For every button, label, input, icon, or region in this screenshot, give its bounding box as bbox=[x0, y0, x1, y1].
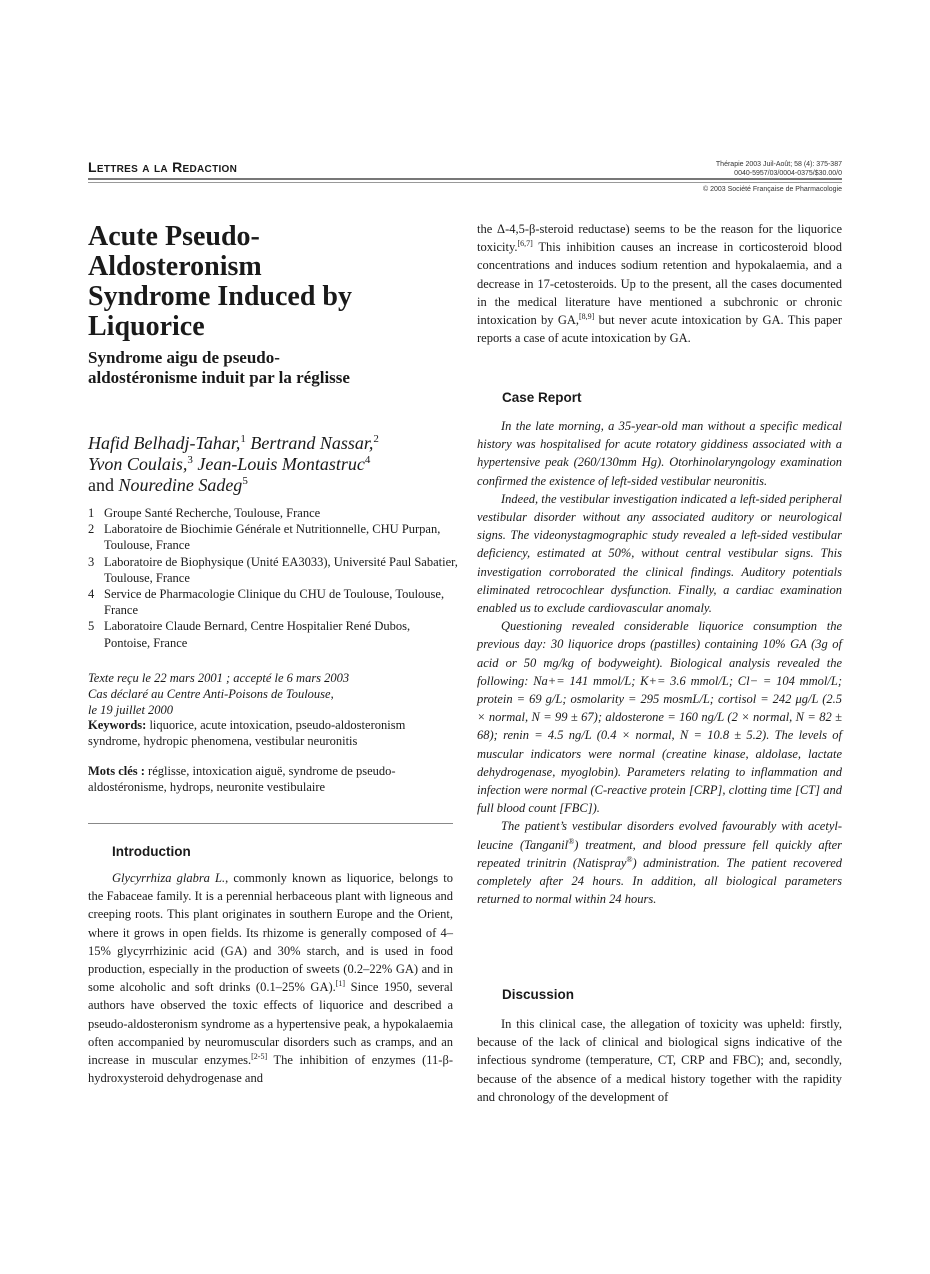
journal-citation-line1: Thérapie 2003 Juil-Août; 58 (4): 375-387 bbox=[715, 161, 842, 168]
author-name: Yvon Coulais, bbox=[88, 454, 188, 474]
case-report-paragraph: Questioning revealed considerable liquorice consumption the previous day: 30 liquorice drops (pastilles) containing 10% GA (3g of acid or 50 mg/kg of bodyweight). Biological analysis revealed the following: Na+= 141 mmol/L; K+= 3.6 mmol/L; Cl− = 104 mmol/L; protein = 69 g/L; osmolarity = 295 mosmL/L; cortisol = 242 μg/L (2.5 × normal, N = 99 ± 67); aldosterone = 160 ng/L (2 × normal, N = 82 ± 68); renin = 4.5 ng/L (0.4 × normal, N = 10.8 ± 5.2). The levels of muscular indicators were normal (creatine kinase, aldolase, lactate dehydrogenase, myoglobin). Parameters relating to inflammation and infection were normal (C-reactive protein [CRP], clotting time [CT] and full blood count [FBC]). bbox=[477, 619, 842, 816]
header-rule-thin bbox=[88, 182, 842, 183]
article-title-french: Syndrome aigu de pseudo-aldostéronisme induit par la réglisse bbox=[88, 348, 350, 387]
received-line: Texte reçu le 22 mars 2001 ; accepté le 6 mars 2003 bbox=[88, 671, 350, 685]
text-run: The inhibition of enzymes (11-β-hydroxysteroid dehydrogenase and bbox=[88, 1053, 453, 1086]
text-run: This inhibition causes an increase in corticosteroid blood concentrations and induces sodium retention and hypokalaemia, and a decrease in 17-cetosteroids. Up to the present, all the cases documented in the medical literature have mentioned a subchronic or chronic intoxication by GA, bbox=[477, 240, 842, 328]
affiliation-item bbox=[88, 618, 458, 650]
affiliation-number: 3 bbox=[88, 554, 95, 569]
citation-ref: [2-5] bbox=[251, 1051, 268, 1061]
text-run: the Δ-4,5-β-steroid reductase) seems to be the reason for the liquorice toxicity. bbox=[477, 222, 842, 255]
author-conjunction: and bbox=[88, 475, 114, 495]
case-report-paragraph bbox=[477, 817, 842, 908]
continued-paragraph bbox=[477, 220, 842, 347]
author-name: Jean-Louis Montastruc bbox=[197, 454, 365, 474]
received-line: le 19 juillet 2000 bbox=[88, 703, 174, 717]
case-report-body bbox=[477, 417, 842, 908]
section-divider bbox=[88, 823, 453, 824]
author-name: Hafid Belhadj-Tahar, bbox=[88, 433, 241, 453]
discussion-paragraph: In this clinical case, the allegation of toxicity was upheld: firstly, because of the lack of clinical and biological signs indicative of the infectious syndrome (temperature, CT, CRP and FBC); and, secondly, because of the absence of a medical history together with the rapidity and chronology of the development of bbox=[477, 1017, 842, 1104]
case-report-paragraph: In the late morning, a 35-year-old man without a specific medical history was hospitalised for acute rotatory giddiness associated with a hypertensive peak (260/130mm Hg). Otorhinolaryngology examination confirmed the existence of left-sided vestibular neuronitis. bbox=[477, 419, 842, 488]
author-affiliation-mark: 2 bbox=[373, 433, 379, 445]
journal-citation bbox=[716, 160, 842, 178]
header-rule-thick bbox=[88, 178, 842, 180]
author-list bbox=[88, 433, 458, 496]
author-affiliation-mark: 3 bbox=[187, 454, 193, 466]
author-affiliation-mark: 4 bbox=[364, 454, 371, 466]
affiliation-number: 5 bbox=[88, 619, 95, 634]
received-line: Cas déclaré au Centre Anti-Poisons de Toulouse, bbox=[88, 687, 334, 701]
author-affiliation-mark: 1 bbox=[240, 433, 246, 445]
author-affiliation-mark: 5 bbox=[242, 475, 248, 487]
author-name: Nouredine Sadeg bbox=[118, 475, 243, 495]
affiliation-number: 2 bbox=[88, 522, 95, 537]
affiliation-item bbox=[88, 554, 458, 586]
citation-ref: [1] bbox=[335, 979, 346, 989]
introduction-heading: Introduction bbox=[112, 844, 191, 859]
article-title: Acute Pseudo-Aldosteronism Syndrome Induced by Liquorice bbox=[88, 221, 353, 342]
mots-cles-text: réglisse, intoxication aiguë, syndrome de pseudo-aldostéronisme, hydrops, neuronite vestibulaire bbox=[88, 764, 396, 794]
affiliation-text: Laboratoire Claude Bernard, Centre Hospitalier René Dubos, Pontoise, France bbox=[104, 619, 411, 650]
case-report-paragraph: Indeed, the vestibular investigation indicated a left-sided peripheral vestibular disorder without any associated auditory or neurological signs. The videonystagmographic study revealed a left-sided vestibular deficiency, estimated at 50%, without central vestibular signs. This investigation corroborated the clinical findings. Auditory potentials eliminated retrocochlear dysfunction. Finally, a cardiac examination enabled us to exclude cardiovascular anomaly. bbox=[477, 491, 842, 616]
affiliation-number: 4 bbox=[88, 587, 95, 602]
affiliation-text: Laboratoire de Biophysique (Unité EA3033), Université Paul Sabatier, Toulouse, France bbox=[104, 554, 458, 585]
text-run: ) treatment, and blood pressure fell quickly after repeated trinitrin (Natispray bbox=[477, 837, 842, 870]
text-run: , commonly known as liquorice, belongs to the Fabaceae family. It is a perennial herbaceous plant with ligneous and creeping roots. This plant originates in southern Europe and the Orient, where it grows in open fields. Its rhizome is generally composed of 4–15% glycyrrhizinic acid (GA) and 30% starch, and is used in food production, especially in the production of sweets (0.2–22% GA) and in some alcoholic and soft drinks (0.1–25% GA). bbox=[88, 871, 453, 995]
text-run: The patient’s vestibular disorders evolved favourably with acetyl-leucine (Tanganil bbox=[477, 819, 842, 852]
affiliation-list bbox=[88, 505, 458, 651]
latin-name: Glycyrrhiza glabra L. bbox=[112, 871, 226, 885]
affiliation-text: Groupe Santé Recherche, Toulouse, France bbox=[104, 506, 321, 520]
citation-ref: [8,9] bbox=[579, 311, 595, 321]
text-run: but never acute intoxication by GA. This paper reports a case of acute intoxication by GA. bbox=[477, 313, 842, 346]
text-run: ) administration. The patient recovered completely after 24 hours. In addition, all biological parameters returned to normal within 24 hours. bbox=[477, 855, 842, 907]
text-run: Since 1950, several authors have observed the toxic effects of liquorice and described a pseudo-aldosteronism syndrome as a hypertensive peak, a hypokalaemia often accompanied by neuromuscular disorders such as cramps, and an increase in muscular enzymes. bbox=[88, 980, 453, 1068]
copyright-notice: © 2003 Société Française de Pharmacologie bbox=[702, 186, 842, 193]
affiliation-text: Service de Pharmacologie Clinique du CHU de Toulouse, Toulouse, France bbox=[104, 587, 445, 618]
affiliation-number: 1 bbox=[88, 506, 95, 520]
affiliation-item bbox=[88, 505, 458, 521]
mots-cles bbox=[88, 763, 453, 795]
keywords bbox=[88, 717, 453, 749]
author-name: Bertrand Nassar, bbox=[250, 433, 374, 453]
journal-citation-line2: 0040-5957/03/0004-0375/$30.00/0 bbox=[734, 170, 842, 177]
mots-cles-label: Mots clés : bbox=[88, 764, 145, 778]
case-report-heading: Case Report bbox=[502, 390, 582, 405]
affiliation-text: Laboratoire de Biochimie Générale et Nutritionnelle, CHU Purpan, Toulouse, France bbox=[104, 522, 441, 553]
introduction-paragraph bbox=[88, 869, 453, 1087]
registered-mark: ® bbox=[626, 854, 633, 864]
affiliation-item bbox=[88, 586, 458, 618]
section-title: Lettres a la Redaction bbox=[88, 159, 238, 175]
keywords-label: Keywords: bbox=[88, 718, 147, 732]
discussion-heading: Discussion bbox=[502, 987, 575, 1002]
registered-mark: ® bbox=[568, 836, 575, 846]
keywords-text: liquorice, acute intoxication, pseudo-aldosteronism syndrome, hydropic phenomena, vestibular neuronitis bbox=[88, 718, 406, 748]
citation-ref: [6,7] bbox=[517, 239, 533, 249]
received-dates bbox=[88, 670, 458, 718]
affiliation-item bbox=[88, 521, 458, 553]
